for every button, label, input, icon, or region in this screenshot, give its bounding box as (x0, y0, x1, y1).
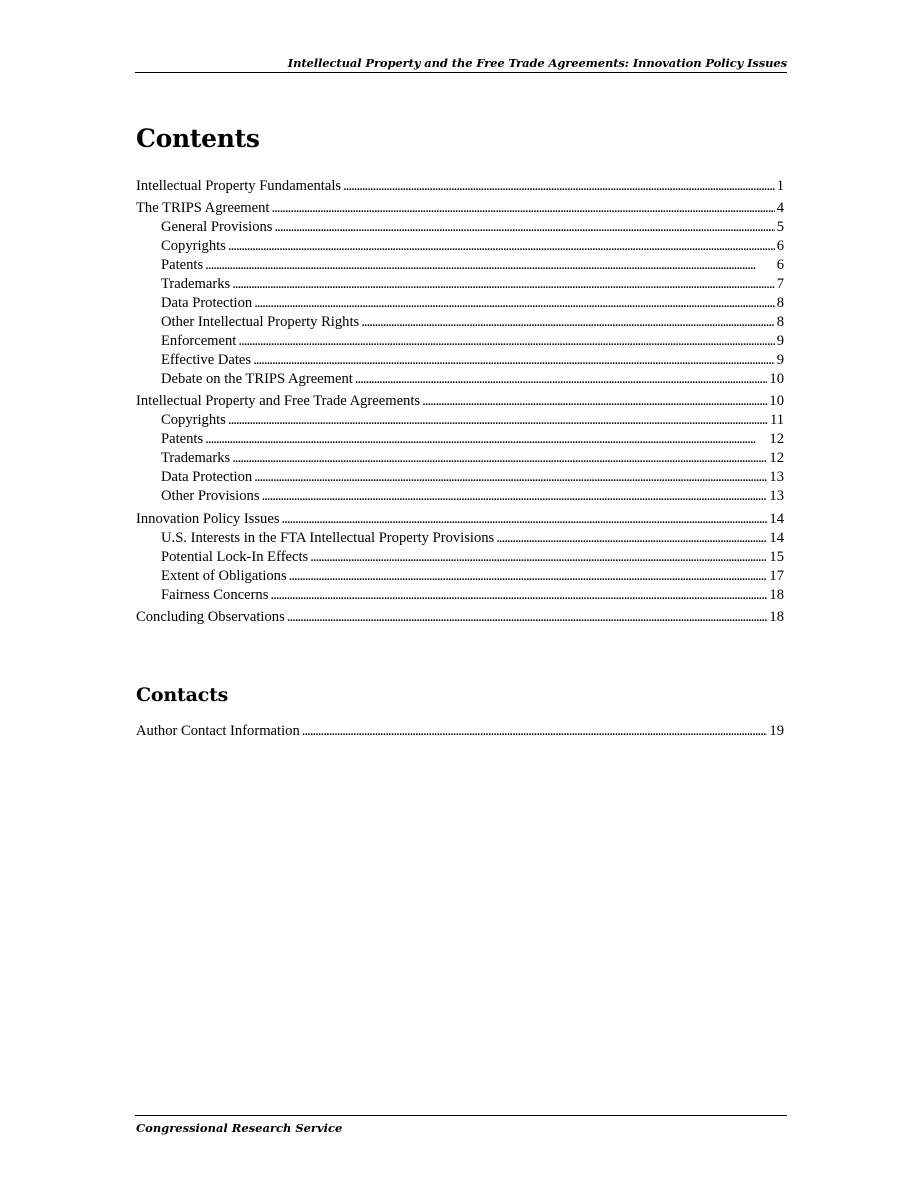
toc-entry-title: Effective Dates (161, 352, 252, 369)
toc-entry-page: 6 (776, 238, 784, 255)
dot-leader (287, 608, 768, 627)
toc-entry-title: Intellectual Property Fundamentals (136, 178, 342, 194)
toc-entry-title: Author Contact Information (136, 723, 300, 739)
header-rule (135, 72, 787, 73)
toc-entry[interactable] (136, 722, 784, 741)
toc-entry-page: 7 (776, 276, 784, 293)
toc-entry-title: Innovation Policy Issues (136, 510, 280, 527)
toc-entry-title: Patents (161, 431, 204, 448)
toc-entry-title: U.S. Interests in the FTA Intellectual Property Provisions (161, 529, 495, 546)
toc-entry-title: General Provisions (161, 219, 273, 236)
dot-leader (254, 468, 767, 487)
toc-entry[interactable] (136, 487, 784, 506)
toc-entry-title: Enforcement (161, 333, 237, 350)
toc-entry-page: 5 (776, 219, 784, 236)
toc-entry-page: 14 (769, 510, 784, 527)
toc-entry-page: 12 (769, 431, 784, 448)
toc-entry-page: 12 (769, 450, 784, 467)
dot-leader (422, 392, 767, 411)
contacts-heading: Contacts (136, 684, 229, 706)
running-footer: Congressional Research Service (136, 1121, 343, 1135)
dot-leader (272, 199, 775, 218)
dot-leader (228, 237, 775, 256)
toc-entry-page: 9 (776, 333, 784, 350)
toc-entry[interactable] (136, 370, 784, 389)
toc-entry[interactable] (136, 237, 784, 256)
dot-leader (282, 510, 768, 529)
dot-leader (496, 529, 767, 548)
toc-entry-title: Trademarks (161, 276, 231, 293)
dot-leader (343, 177, 775, 196)
dot-leader (238, 332, 774, 351)
contents-heading: Contents (136, 124, 260, 153)
toc-entry[interactable] (136, 256, 784, 275)
table-of-contents (136, 177, 784, 627)
toc-entry-title: Other Provisions (161, 488, 260, 505)
toc-entry-title: Fairness Concerns (161, 586, 269, 603)
toc-entry-title: The TRIPS Agreement (136, 200, 270, 217)
toc-entry-title: Data Protection (161, 295, 253, 312)
toc-entry-page: 17 (769, 567, 784, 584)
toc-entry-page: 18 (769, 608, 784, 625)
toc-entry-page: 18 (769, 586, 784, 603)
toc-entry-page: 14 (769, 529, 784, 546)
dot-leader (228, 411, 768, 430)
toc-entry-page: 10 (769, 371, 784, 388)
dot-leader (310, 548, 767, 567)
dot-leader (361, 313, 775, 332)
toc-entry[interactable] (136, 294, 784, 313)
toc-entry[interactable] (136, 586, 784, 605)
dot-leader (302, 722, 768, 741)
toc-entry-page: 6 (776, 257, 784, 274)
running-header: Intellectual Property and the Free Trade Agreements: Innovation Policy Issues (287, 56, 787, 70)
toc-entry[interactable] (136, 392, 784, 411)
dot-leader (232, 449, 767, 468)
toc-entry[interactable] (136, 510, 784, 529)
dot-leader (205, 430, 767, 449)
dot-leader (253, 351, 775, 370)
toc-entry-page: 15 (769, 548, 784, 565)
toc-entry[interactable] (136, 313, 784, 332)
toc-entry-page: 8 (776, 295, 784, 312)
toc-entry-page: 11 (769, 412, 784, 429)
toc-entry[interactable] (136, 411, 784, 430)
toc-entry[interactable] (136, 199, 784, 218)
toc-entry[interactable] (136, 548, 784, 567)
toc-entry-title: Trademarks (161, 450, 231, 467)
toc-entry[interactable] (136, 449, 784, 468)
toc-entry-page: 10 (769, 393, 784, 410)
toc-entry[interactable] (136, 529, 784, 548)
dot-leader (270, 586, 767, 605)
toc-entry[interactable] (136, 608, 784, 627)
toc-entry[interactable] (136, 468, 784, 487)
toc-entry-title: Copyrights (161, 412, 226, 429)
toc-entry-title: Copyrights (161, 238, 226, 255)
toc-entry-title: Data Protection (161, 469, 253, 486)
toc-entry-title: Intellectual Property and Free Trade Agreements (136, 393, 421, 410)
toc-entry-title: Debate on the TRIPS Agreement (161, 371, 353, 388)
toc-entry[interactable] (136, 218, 784, 237)
toc-entry-page: 9 (776, 352, 784, 369)
toc-entry-title: Concluding Observations (136, 608, 285, 625)
dot-leader (274, 218, 774, 237)
toc-entry-page: 19 (769, 723, 784, 739)
toc-entry[interactable] (136, 351, 784, 370)
toc-entry-page: 4 (776, 200, 784, 217)
toc-entry-page: 1 (776, 178, 784, 194)
toc-entry-title: Potential Lock-In Effects (161, 548, 309, 565)
dot-leader (205, 256, 775, 275)
toc-entry[interactable] (136, 332, 784, 351)
toc-entry[interactable] (136, 430, 784, 449)
contacts-list (136, 722, 784, 741)
toc-entry-title: Other Intellectual Property Rights (161, 314, 360, 331)
dot-leader (254, 294, 775, 313)
dot-leader (262, 487, 768, 506)
footer-rule (135, 1115, 787, 1116)
toc-entry-title: Extent of Obligations (161, 567, 287, 584)
dot-leader (232, 275, 775, 294)
toc-entry-page: 13 (769, 488, 784, 505)
dot-leader (289, 567, 768, 586)
toc-entry-page: 8 (776, 314, 784, 331)
toc-entry[interactable] (136, 177, 784, 196)
toc-entry[interactable] (136, 567, 784, 586)
dot-leader (355, 370, 768, 389)
toc-entry-page: 13 (769, 469, 784, 486)
toc-entry-title: Patents (161, 257, 204, 274)
toc-entry[interactable] (136, 275, 784, 294)
